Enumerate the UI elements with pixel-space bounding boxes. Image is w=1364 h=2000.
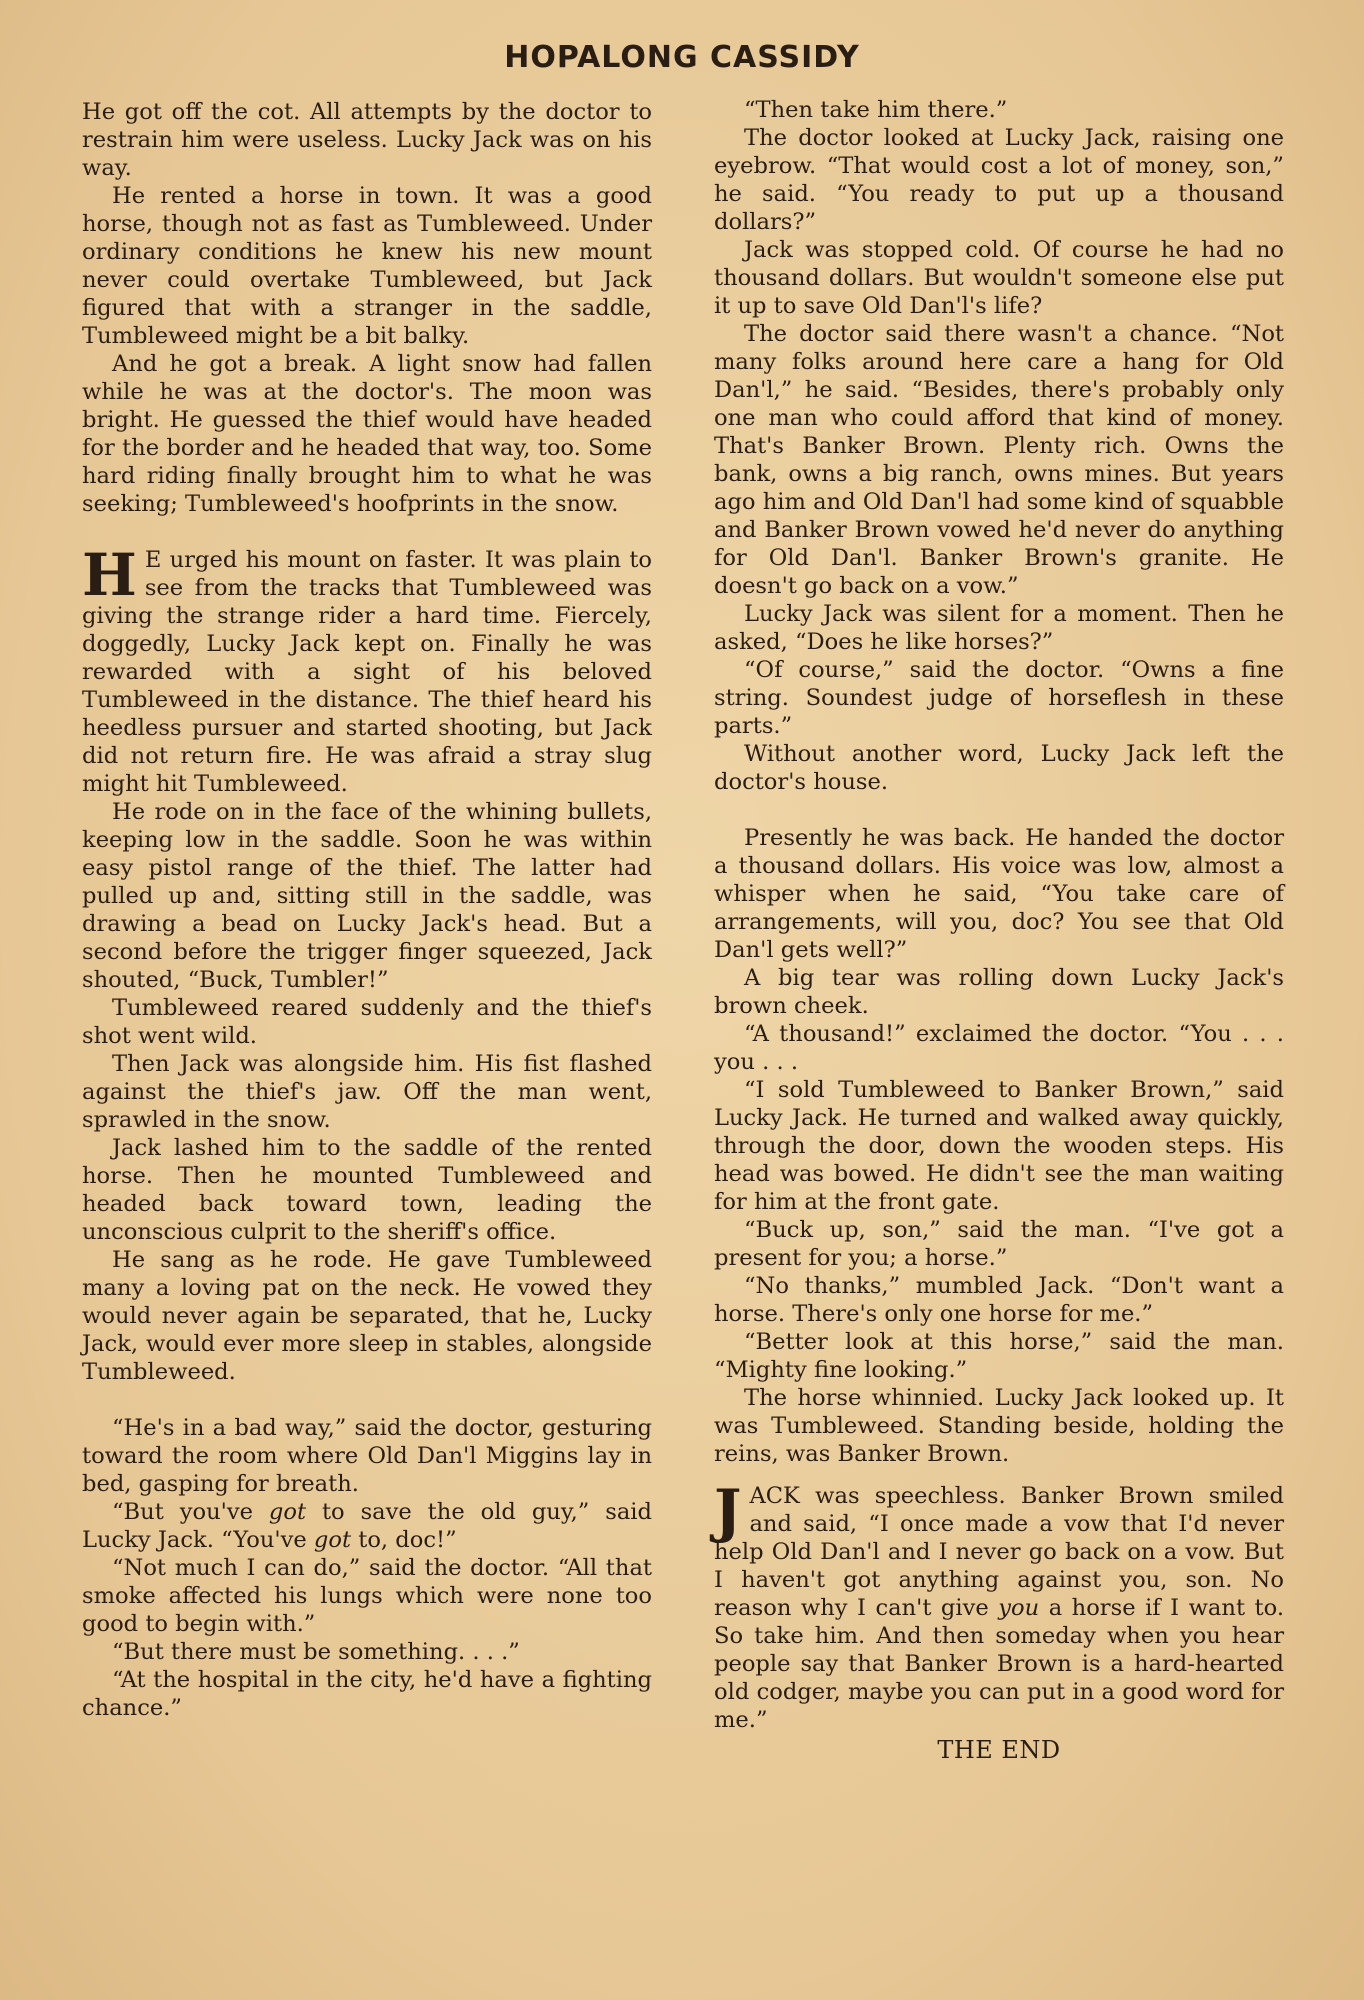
paragraph: He rented a horse in town. It was a good horse, though not as fast as Tumbleweed. Under ordinary conditions he knew his new mount never could overtake Tumbleweed, but Jack figured that with a stranger in the saddle, Tumbleweed might be a bit balky. xyxy=(82,183,652,349)
drop-cap: J xyxy=(714,1477,742,1545)
paragraph-text: E urged his mount on faster. It was plain to see from the tracks that Tumbleweed was giving the strange rider a hard time. Fiercely, doggedly, Lucky Jack kept on. Finally he was rewarded with a sight of his beloved Tumbleweed in the distance. The thief heard his heedless pursuer and started shooting, but Jack did not return fire. He was afraid a stray slug might hit Tumbleweed. xyxy=(82,547,652,797)
paragraph: He rode on in the face of the whining bullets, keeping low in the saddle. Soon he was within easy pistol range of the thief. The latter had pulled up and, sitting still in the saddle, was drawing a bead on Lucky Jack's head. But a second before the trigger finger squeezed, Jack shouted, “Buck, Tumbler!” xyxy=(82,799,652,993)
paragraph xyxy=(82,1498,652,1554)
paragraph: “A thousand!” exclaimed the doctor. “You . . . you . . . xyxy=(714,1021,1284,1075)
paragraph: “Then take him there.” xyxy=(744,97,1008,123)
text-run: “But you've xyxy=(112,1499,269,1525)
paragraph: Tumbleweed reared suddenly and the thief's shot went wild. xyxy=(82,995,652,1049)
left-column xyxy=(82,98,652,1722)
paragraph: “No thanks,” mumbled Jack. “Don't want a horse. There's only one horse for me.” xyxy=(714,1273,1284,1327)
paragraph: “Not much I can do,” said the doctor. “All that smoke affected his lungs which were none too good to begin with.” xyxy=(82,1555,652,1637)
paragraph: “Buck up, son,” said the man. “I've got a present for you; a horse.” xyxy=(714,1217,1284,1271)
paragraph: Jack lashed him to the saddle of the rented horse. Then he mounted Tumbleweed and headed back toward town, leading the unconscious culprit to the sheriff's office. xyxy=(82,1135,652,1245)
text-run: ACK was speechless. Banker Brown smiled and said, “I once made a vow that I'd never help Old Dan'l and I never go back on a vow. But I haven't got anything against you, son. No reason why I can't give xyxy=(714,1483,1284,1621)
paragraph: A big tear was rolling down Lucky Jack's brown cheek. xyxy=(714,965,1284,1019)
paragraph: And he got a break. A light snow had fallen while he was at the doctor's. The moon was bright. He guessed the thief would have headed for the border and he headed that way, too. Some hard riding finally brought him to what he was seeking; Tumbleweed's hoofprints in the snow. xyxy=(82,351,652,517)
paragraph: “He's in a bad way,” said the doctor, gesturing toward the room where Old Dan'l Miggins lay in bed, gasping for breath. xyxy=(82,1415,652,1497)
emphasis: got xyxy=(313,1527,352,1553)
paragraph: “Of course,” said the doctor. “Owns a fine string. Soundest judge of horseflesh in these parts.” xyxy=(714,657,1284,739)
text-run: to, doc!” xyxy=(351,1527,457,1553)
paragraph: Then Jack was alongside him. His fist flashed against the thief's jaw. Off the man went, sprawled in the snow. xyxy=(82,1051,652,1133)
paragraph: “At the hospital in the city, he'd have a fighting chance.” xyxy=(82,1667,652,1721)
paragraph: The doctor said there wasn't a chance. “Not many folks around here care a hang for Old Dan'l,” he said. “Besides, there's probably only one man who could afford that kind of money. That's Banker Brown. Plenty rich. Owns the bank, owns a big ranch, owns mines. But years ago him and Old Dan'l had some kind of squabble and Banker Brown vowed he'd never do anything for Old Dan'l. Banker Brown's granite. He doesn't go back on a vow.” xyxy=(714,321,1284,599)
text-run: to save the old guy,” said Lucky Jack. “You've xyxy=(82,1499,652,1553)
paragraph: The horse whinnied. Lucky Jack looked up. It was Tumbleweed. Standing beside, holding the reins, was Banker Brown. xyxy=(714,1385,1284,1467)
paragraph: Presently he was back. He handed the doctor a thousand dollars. His voice was low, almost a whisper when he said, “You take care of arrangements, will you, doc? You see that Old Dan'l gets well?” xyxy=(714,825,1284,963)
paragraph: He sang as he rode. He gave Tumbleweed many a loving pat on the neck. He vowed they would never again be separated, that he, Lucky Jack, would ever more sleep in stables, alongside Tumbleweed. xyxy=(82,1247,652,1385)
paragraph: The doctor looked at Lucky Jack, raising one eyebrow. “That would cost a lot of money, son,” he said. “You ready to put up a thousand dollars?” xyxy=(714,125,1284,235)
paragraph xyxy=(82,541,652,798)
paragraph: Without another word, Lucky Jack left the doctor's house. xyxy=(714,741,1284,795)
the-end-label: THE END xyxy=(937,1736,1061,1764)
paragraph: Jack was stopped cold. Of course he had no thousand dollars. But wouldn't someone else put it up to save Old Dan'l's life? xyxy=(714,237,1284,319)
paragraph: “I sold Tumbleweed to Banker Brown,” said Lucky Jack. He turned and walked away quickly, through the door, down the wooden steps. His head was bowed. He didn't see the man waiting for him at the front gate. xyxy=(714,1077,1284,1215)
paragraph: “But there must be something. . . .” xyxy=(112,1639,520,1665)
emphasis: got xyxy=(268,1499,307,1525)
page-title: HOPALONG CASSIDY xyxy=(504,40,860,75)
right-column xyxy=(714,96,1284,1764)
paragraph: He got off the cot. All attempts by the doctor to restrain him were useless. Lucky Jack was on his way. xyxy=(82,99,652,181)
paragraph: “Better look at this horse,” said the man. “Mighty fine looking.” xyxy=(714,1329,1284,1383)
text-run: a horse if I want to. So take him. And then someday when you hear people say that Banker Brown is a hard-hearted old codger, maybe you can put in a good word for me.” xyxy=(714,1595,1284,1733)
paragraph: Lucky Jack was silent for a moment. Then he asked, “Does he like horses?” xyxy=(714,601,1284,655)
drop-cap: H xyxy=(82,541,137,609)
emphasis: you xyxy=(998,1595,1040,1621)
paragraph xyxy=(714,1477,1284,1734)
